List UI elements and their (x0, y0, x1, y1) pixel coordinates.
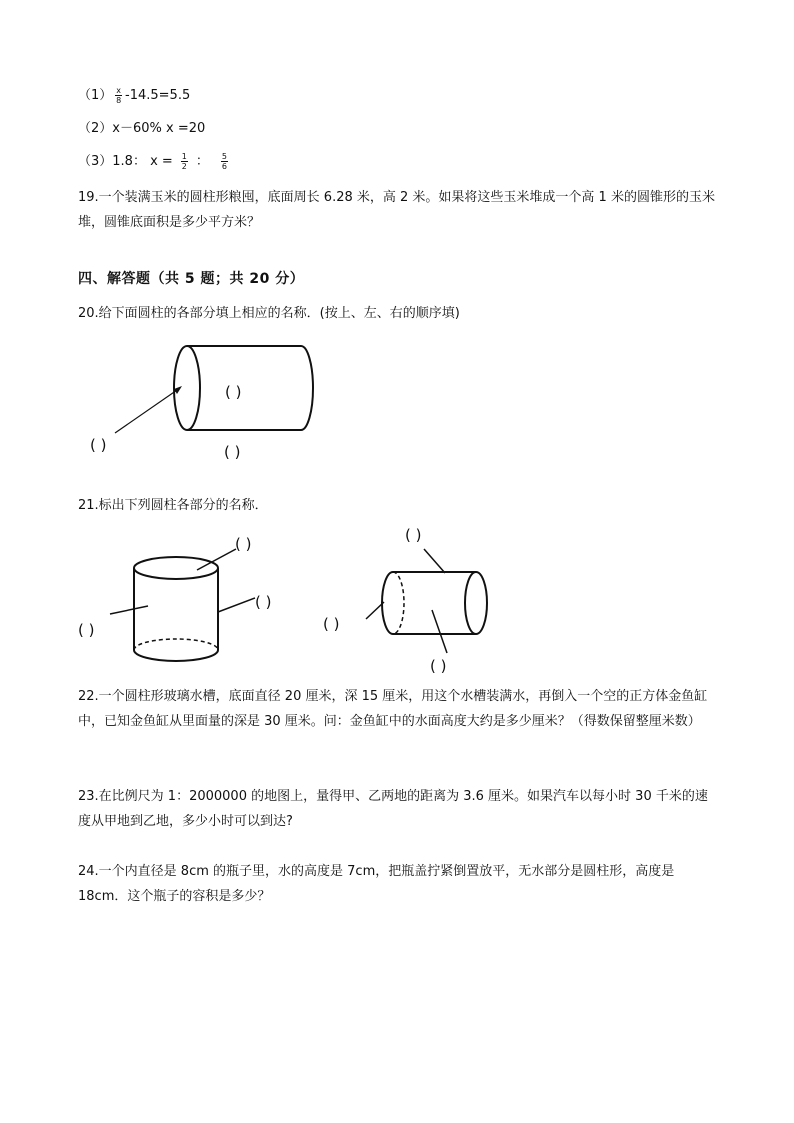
q21-blank-horizontal-bottom: ( ) (430, 657, 447, 675)
eq3-separator: ： (195, 154, 209, 169)
q21-blank-horizontal-left: ( ) (323, 615, 340, 633)
q21-upright-pointer-left (110, 606, 148, 614)
q21-upright-pointer-right (218, 598, 255, 612)
q20-blank-center: ( ) (225, 383, 242, 401)
question-21: 21.标出下列圆柱各部分的名称． (78, 498, 268, 513)
question-19: 19.一个装满玉米的圆柱形粮囤，底面周长 6.28 米，高 2 米。如果将这些玉米堆成一个高 1 米的圆锥形的玉米堆，圆锥底面积是多少平方米？ (78, 190, 715, 230)
q21-horizontal-left-back (393, 572, 404, 634)
q21-blank-upright-left: ( ) (78, 621, 95, 639)
q21-blank-horizontal-top: ( ) (405, 526, 422, 544)
q21-horizontal-right-ellipse (465, 572, 487, 634)
question-24: 24.一个内直径是 8cm 的瓶子里，水的高度是 7cm，把瓶盖拧紧倒置放平，无水部分是圆柱形，高度是 18cm．这个瓶子的容积是多少？ (78, 864, 675, 904)
eq3-f1-numerator: 1 (181, 152, 187, 161)
q21-blank-upright-top: ( ) (235, 535, 252, 553)
eq1-numerator: x (116, 86, 122, 95)
equation-2: （2）x－60% x =20 (78, 121, 206, 136)
q21-horizontal-pointer-top (424, 549, 445, 573)
q21-blank-upright-right: ( ) (255, 593, 272, 611)
q21-upright-cylinder (110, 549, 255, 661)
eq3-prefix: （3）1.8： x = (78, 154, 173, 169)
q21-upright-bottom-back (134, 639, 218, 650)
section-heading: 四、解答题（共 5 题；共 20 分） (78, 271, 305, 287)
eq1-rest: -14.5=5.5 (125, 88, 191, 103)
eq3-f2-numerator: 5 (221, 152, 227, 161)
q21-upright-bottom-front (134, 650, 218, 661)
q20-right-base-arc (301, 346, 313, 430)
question-22: 22.一个圆柱形玻璃水槽，底面直径 20 厘米，深 15 厘米，用这个水槽装满水，再倒入一个空的正方体金鱼缸中，已知金鱼缸从里面量的深是 30 厘米。问：金鱼缸中的水面高度大约是多少厘米？（得数保留整厘米数） (78, 689, 708, 729)
eq3-f2-denominator: 6 (221, 162, 227, 171)
q20-pointer-arrow (115, 388, 180, 433)
eq3-f1-denominator: 2 (181, 162, 187, 171)
q20-blank-bottom: ( ) (224, 443, 241, 461)
q21-horizontal-cylinder (366, 549, 487, 653)
question-20: 20.给下面圆柱的各部分填上相应的名称．(按上、左、右的顺序填) (78, 306, 460, 321)
q20-cylinder-diagram (115, 346, 313, 433)
q21-upright-top-ellipse (134, 557, 218, 579)
q20-blank-left: ( ) (90, 436, 107, 454)
eq1-denominator: 8 (116, 96, 122, 105)
q21-horizontal-pointer-bottom (432, 610, 447, 653)
eq1-prefix: （1） (78, 88, 113, 103)
q20-arrow-head (174, 386, 182, 394)
question-23: 23.在比例尺为 1：2000000 的地图上，量得甲、乙两地的距离为 3.6 厘米。如果汽车以每小时 30 千米的速度从甲地到乙地，多少小时可以到达? (78, 789, 708, 829)
